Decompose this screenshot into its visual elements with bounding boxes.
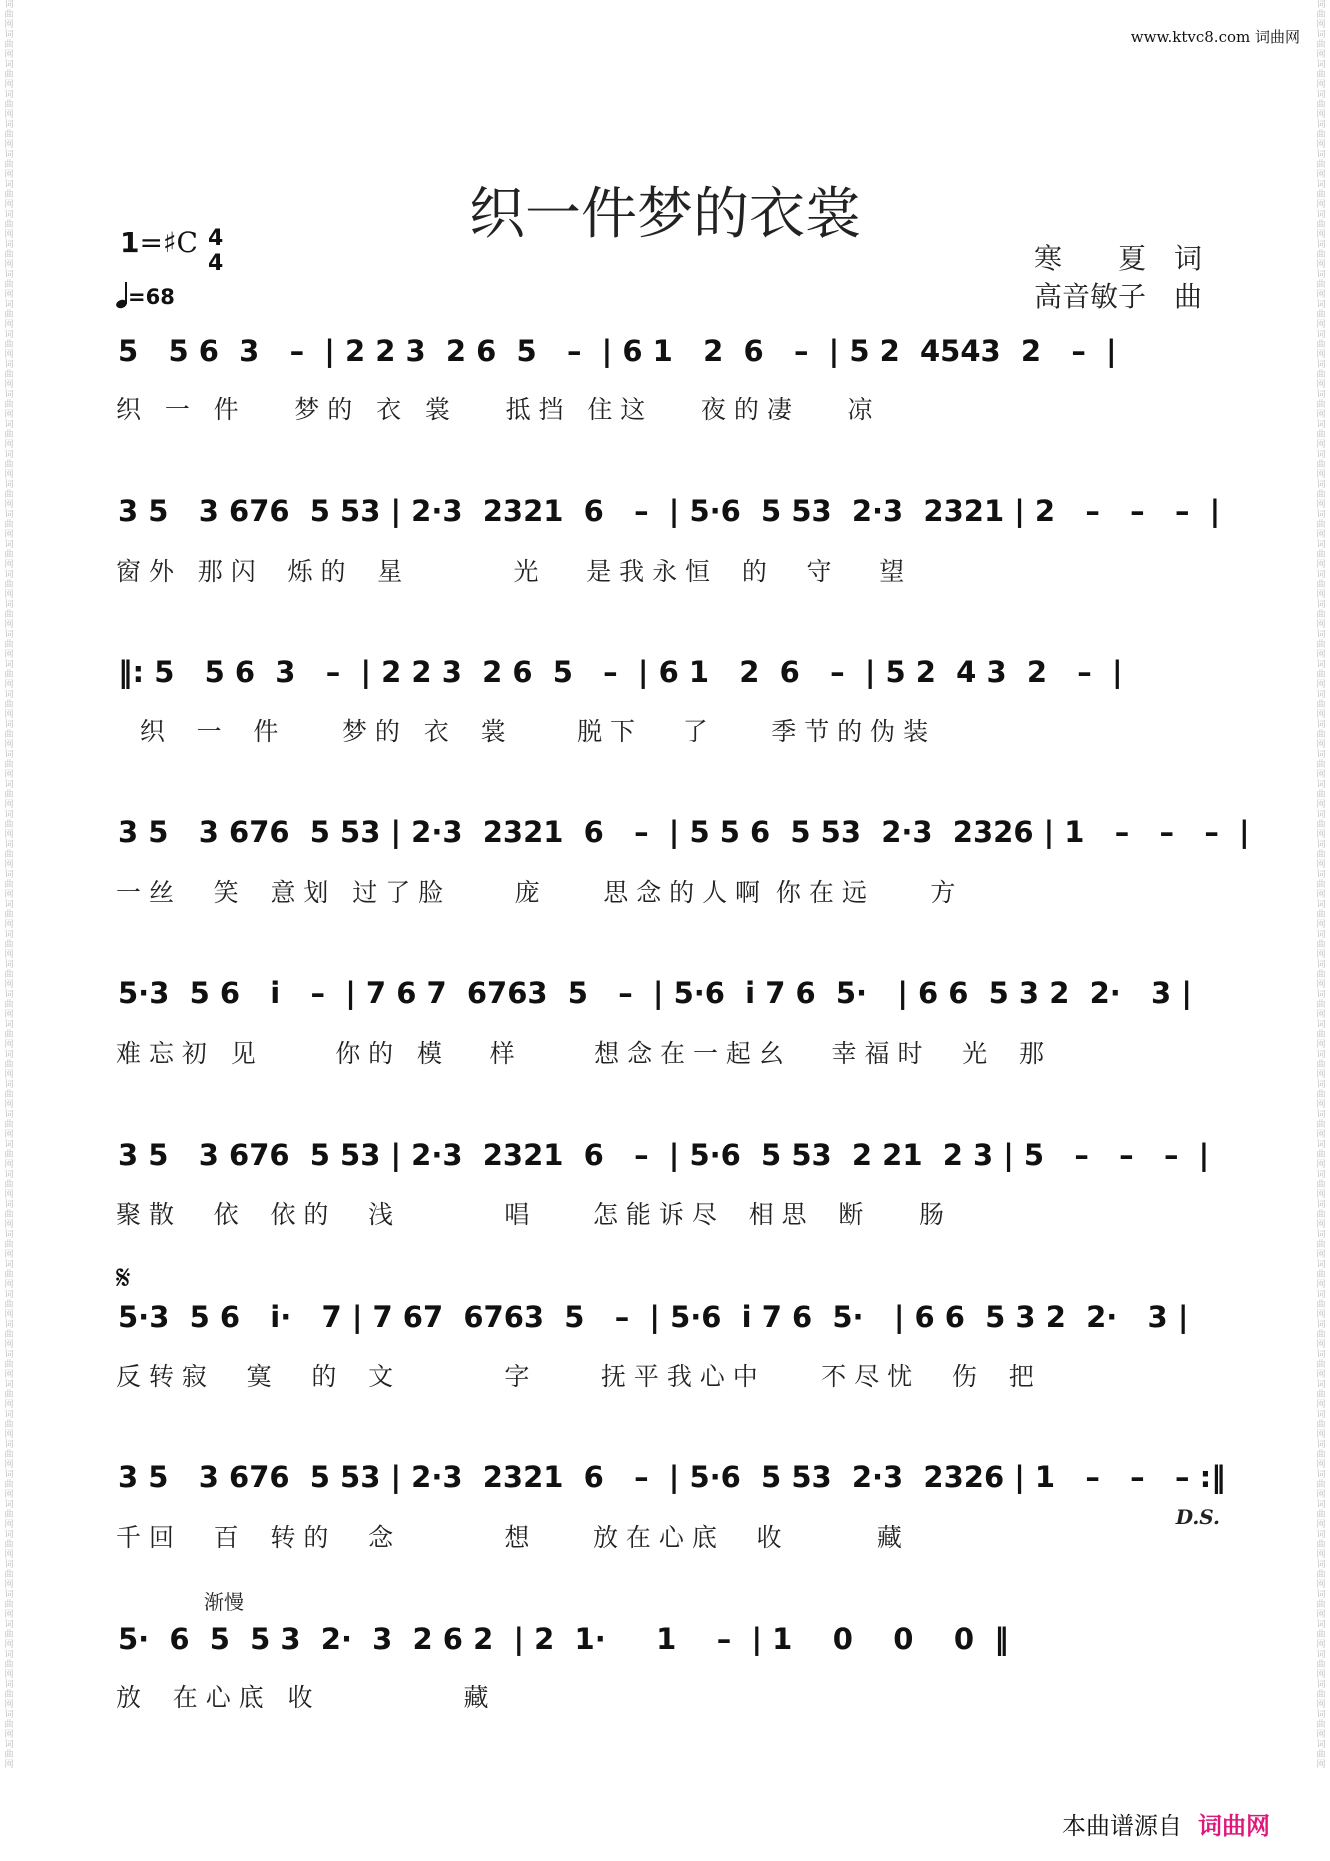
notation-line-6: 3 5 3 676 5 53 | 2·3 2321 6 – | 5·6 5 53 2 21 2 3 | 5 – – – | bbox=[118, 1138, 1210, 1172]
tempo-marking bbox=[116, 282, 175, 309]
side-watermark-right: 词曲网词曲网词曲网词曲网词曲网词曲网词曲网词曲网词曲网词曲网词曲网词曲网词曲网词曲网词曲网词曲网词曲网词曲网词曲网词曲网词曲网词曲网词曲网词曲网词曲网词曲网词曲网词曲网词曲网词曲网词曲网词曲网词曲网词曲网词曲网词曲网词曲网词曲网词曲网词曲网词曲网词曲网词曲网词曲网词曲网词曲网词曲网词曲网词曲网词曲网词曲网词曲网词曲网词曲网词曲网词曲网词曲网词曲网词曲网 bbox=[1316, 0, 1326, 1770]
lyrics-line-2: 窗 外 那 闪 烁 的 星 光 是 我 永 恒 的 守 望 bbox=[116, 557, 905, 586]
credits bbox=[1034, 240, 1202, 316]
side-watermark-left: 词曲网词曲网词曲网词曲网词曲网词曲网词曲网词曲网词曲网词曲网词曲网词曲网词曲网词曲网词曲网词曲网词曲网词曲网词曲网词曲网词曲网词曲网词曲网词曲网词曲网词曲网词曲网词曲网词曲网词曲网词曲网词曲网词曲网词曲网词曲网词曲网词曲网词曲网词曲网词曲网词曲网词曲网词曲网词曲网词曲网词曲网词曲网词曲网词曲网词曲网词曲网词曲网词曲网词曲网词曲网词曲网词曲网词曲网词曲网 bbox=[4, 0, 14, 1770]
time-bottom: 4 bbox=[208, 251, 224, 276]
notation-line-5: 5·3 5 6 i – | 7 6 7 6763 5 – | 5·6 i 7 6 5· | 6 6 5 3 2 2· 3 | bbox=[118, 976, 1192, 1010]
key-equals: = bbox=[139, 226, 163, 259]
key-tonic: 1 bbox=[120, 226, 140, 259]
key-signature bbox=[120, 226, 198, 259]
site-watermark: www.ktvc8.com 词曲网 bbox=[1130, 28, 1300, 46]
time-signature bbox=[208, 226, 223, 276]
composer: 高音敏子 曲 bbox=[1033, 280, 1202, 313]
notation-line-8: 3 5 3 676 5 53 | 2·3 2321 6 – | 5·6 5 53 2·3 2326 | 1 – – – :‖ bbox=[118, 1460, 1226, 1494]
lyrics-line-4: 一 丝 笑 意 划 过 了 脸 庞 思 念 的 人 啊 你 在 远 方 bbox=[116, 878, 956, 907]
lyricist: 寒 夏 词 bbox=[1033, 242, 1202, 275]
notation-line-3: ‖: 5 5 6 3 – | 2 2 3 2 6 5 – | 6 1 2 6 – | 5 2 4 3 2 – | bbox=[118, 655, 1123, 689]
song-title: 织一件梦的衣裳 bbox=[469, 182, 861, 247]
notation-line-9: 5· 6 5 5 3 2· 3 2 6 2 | 2 1· 1 – | 1 0 0 0 ‖ bbox=[118, 1622, 1009, 1656]
notation-line-1: 5 5 6 3 – | 2 2 3 2 6 5 – | 6 1 2 6 – | 5 2 4543 2 – | bbox=[118, 334, 1117, 368]
lyrics-line-7: 反 转 寂 寞 的 文 字 抚 平 我 心 中 不 尽 忧 伤 把 bbox=[116, 1362, 1034, 1391]
quarter-note-icon bbox=[116, 282, 128, 308]
source-brand-link[interactable]: 词曲网 bbox=[1198, 1812, 1270, 1840]
lyrics-line-6: 聚 散 依 依 的 浅 唱 怎 能 诉 尽 相 思 断 肠 bbox=[116, 1200, 944, 1229]
tempo-value: =68 bbox=[128, 285, 175, 309]
lyrics-line-3: 织 一 件 梦 的 衣 裳 脱 下 了 季 节 的 伪 装 bbox=[116, 717, 929, 746]
dal-segno-mark: D.S. bbox=[1175, 1505, 1220, 1529]
source-credit bbox=[1062, 1806, 1270, 1841]
ritardando-mark: 渐慢 bbox=[204, 1590, 244, 1614]
lyrics-line-9: 放 在 心 底 收 藏 bbox=[116, 1683, 489, 1712]
segno-icon: 𝄋 bbox=[116, 1258, 131, 1298]
notation-line-2: 3 5 3 676 5 53 | 2·3 2321 6 – | 5·6 5 53 2·3 2321 | 2 – – – | bbox=[118, 494, 1221, 528]
notation-line-4: 3 5 3 676 5 53 | 2·3 2321 6 – | 5 5 6 5 53 2·3 2326 | 1 – – – | bbox=[118, 815, 1250, 849]
lyrics-line-1: 织 一 件 梦 的 衣 裳 抵 挡 住 这 夜 的 凄 凉 bbox=[116, 395, 873, 424]
key-name: ♯C bbox=[162, 226, 198, 259]
lyrics-line-8: 千 回 百 转 的 念 想 放 在 心 底 收 藏 bbox=[116, 1523, 902, 1552]
time-top: 4 bbox=[208, 226, 224, 251]
notation-line-7: 5·3 5 6 i· 7 | 7 67 6763 5 – | 5·6 i 7 6 5· | 6 6 5 3 2 2· 3 | bbox=[118, 1300, 1189, 1334]
source-label: 本曲谱源自 bbox=[1062, 1812, 1182, 1840]
lyrics-line-5: 难 忘 初 见 你 的 模 样 想 念 在 一 起 幺 幸 福 时 光 那 bbox=[116, 1039, 1044, 1068]
